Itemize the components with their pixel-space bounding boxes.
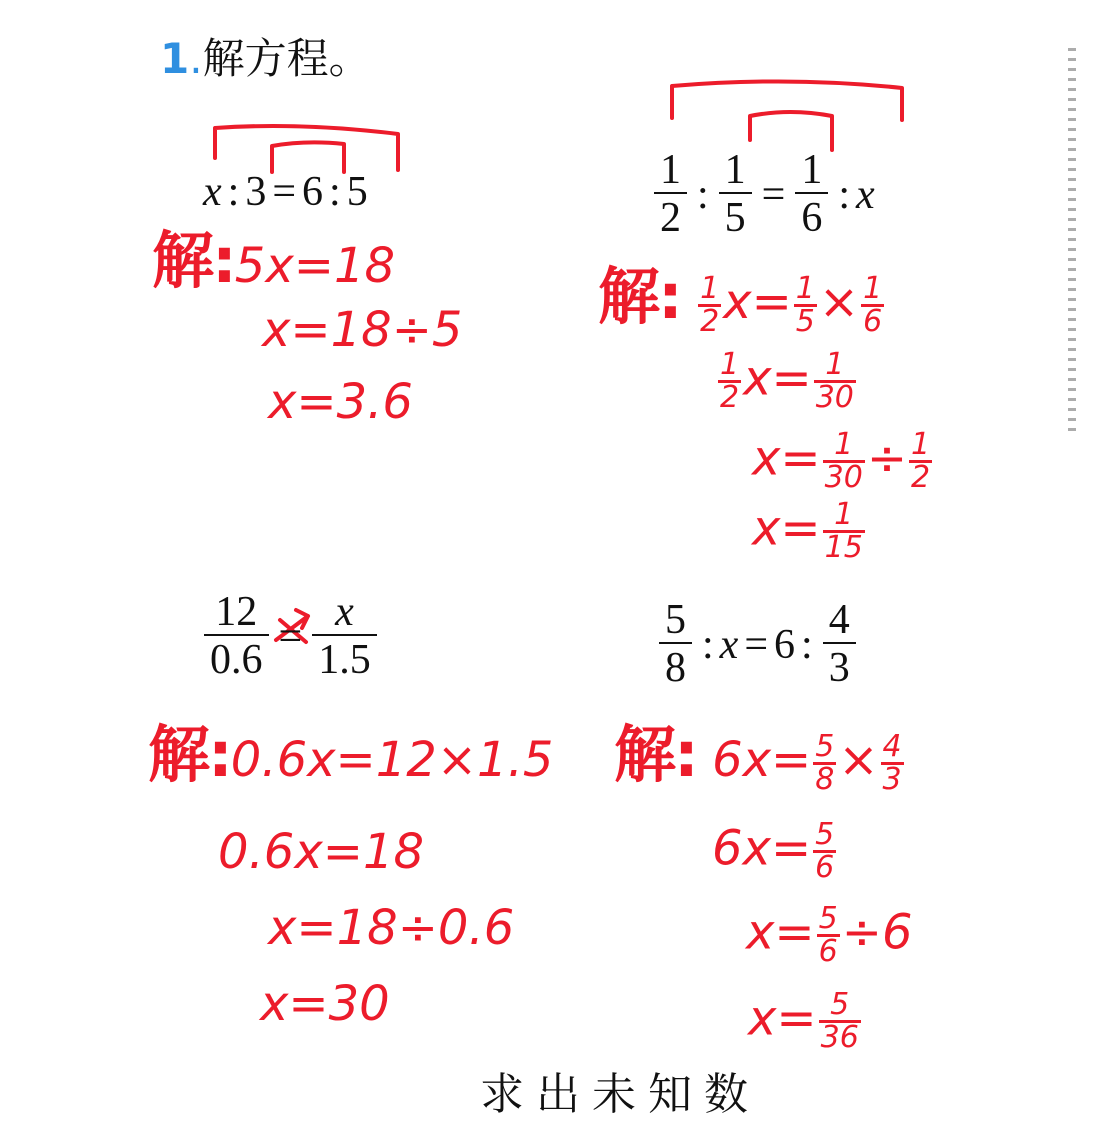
exercise-number-dot: . — [189, 34, 203, 83]
fraction: $\frac{1}{15}$ — [824, 497, 863, 565]
p2-outer-bracket — [672, 81, 902, 120]
fraction: $\frac{1}{6}$ — [795, 148, 828, 242]
fraction: $\frac{5}{6}$ — [815, 817, 835, 885]
fraction: $\frac{1}{30}$ — [815, 347, 854, 415]
problem-1-solution-line-2: x=18÷5 — [262, 302, 463, 358]
variable-x: x — [856, 172, 875, 219]
fraction: $\frac{1}{2}$ — [700, 270, 720, 339]
ratio-colon: : — [227, 169, 240, 215]
problem-4-solution-line-4 — [748, 987, 863, 1055]
next-exercise-partial-title: 求出未知数 — [480, 1069, 760, 1120]
solution-step: x= — [752, 500, 821, 557]
solution-step: x= — [743, 350, 812, 407]
ratio-colon: : — [329, 169, 341, 215]
problem-4-solution-line-2 — [712, 817, 838, 885]
fraction: $\frac{5}{8}$ — [659, 598, 692, 692]
fraction: $\frac{1}{5}$ — [719, 148, 752, 242]
exercise-heading — [160, 34, 371, 83]
problem-4-solution-line-1 — [614, 718, 906, 797]
fraction: $\frac{5}{36}$ — [820, 987, 859, 1055]
fraction: $\frac{4}{3}$ — [882, 728, 902, 797]
fraction: $\frac{x}{1.5}$ — [312, 590, 377, 684]
equals-sign: = — [761, 172, 786, 219]
problem-1-solution-line-3: x=3.6 — [268, 374, 413, 430]
fraction: $\frac{1}{5}$ — [795, 270, 815, 339]
fraction: $\frac{5}{8}$ — [815, 728, 835, 797]
exercise-title: 解方程。 — [202, 34, 371, 83]
problem-2-equation — [650, 148, 875, 242]
solution-step: 0.6x=12×1.5 — [230, 732, 554, 788]
solution-step: x= — [746, 904, 815, 961]
problem-3-solution-line-3: x=18÷0.6 — [268, 900, 515, 956]
equals-sign: = — [272, 169, 297, 215]
page-edge-marks — [1068, 48, 1076, 434]
solution-step: 6x= — [712, 820, 812, 877]
exercise-number: 1 — [160, 34, 190, 83]
solution-label: 解: — [152, 224, 235, 297]
fraction: $\frac{1}{6}$ — [863, 270, 883, 339]
term: 6 — [302, 169, 324, 215]
problem-4-equation — [655, 598, 860, 692]
divide-sign: ÷6 — [841, 904, 913, 961]
fraction: $\frac{12}{0.6}$ — [204, 590, 269, 684]
solution-label: 解: — [148, 718, 231, 791]
solution-step: x= — [723, 274, 792, 330]
problem-1-equation — [203, 168, 368, 216]
variable-x: x — [719, 622, 739, 669]
term: 6 — [774, 622, 796, 669]
solution-step: 6x= — [712, 732, 812, 788]
ratio-colon: : — [801, 622, 813, 669]
variable-x: x — [203, 169, 222, 215]
problem-3-solution-line-4: x=30 — [260, 976, 390, 1032]
p2-inner-bracket — [750, 112, 832, 150]
problem-2-solution-line-2 — [716, 347, 858, 415]
problem-2-solution-line-1 — [598, 260, 886, 339]
times-sign: × — [818, 274, 860, 330]
p1-outer-bracket — [215, 126, 398, 170]
problem-1-solution-line-1 — [152, 224, 396, 297]
problem-3-solution-line-1 — [148, 718, 554, 791]
equals-sign: = — [278, 614, 303, 661]
term: 5 — [346, 169, 368, 215]
problem-4-solution-line-3 — [746, 901, 913, 969]
solution-step: 5x=18 — [234, 238, 396, 294]
equals-sign: = — [744, 622, 769, 669]
ratio-colon: : — [702, 622, 714, 669]
fraction: $\frac{4}{3}$ — [823, 598, 856, 692]
fraction: $\frac{5}{6}$ — [818, 901, 838, 969]
ratio-colon: : — [838, 172, 851, 219]
fraction: $\frac{1}{2}$ — [911, 427, 931, 495]
problem-2-solution-line-3 — [752, 427, 934, 495]
problem-3-equation — [200, 590, 381, 684]
fraction: $\frac{1}{2}$ — [720, 347, 740, 415]
solution-step: x= — [748, 990, 817, 1047]
divide-sign: ÷ — [866, 430, 908, 487]
term: 3 — [245, 169, 267, 215]
problem-2-solution-line-4 — [752, 497, 867, 565]
solution-label: 解: — [598, 260, 681, 333]
fraction: $\frac{1}{2}$ — [654, 148, 687, 242]
fraction: $\frac{1}{30}$ — [824, 427, 863, 495]
times-sign: × — [838, 732, 879, 788]
problem-3-solution-line-2: 0.6x=18 — [218, 824, 425, 880]
ratio-colon: : — [697, 172, 709, 219]
solution-label: 解: — [614, 718, 697, 791]
solution-step: x= — [752, 430, 821, 487]
